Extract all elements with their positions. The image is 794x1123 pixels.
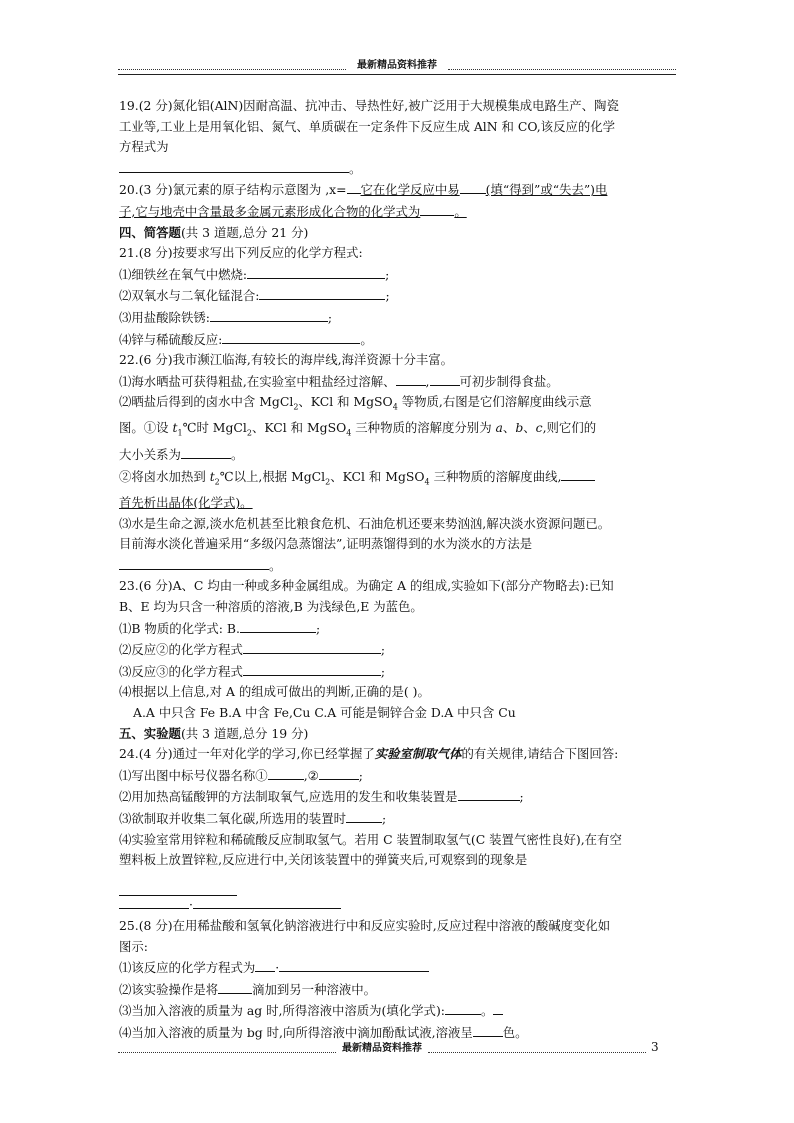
q25-line1: 25.(8 分)在用稀盐酸和氢氧化钠溶液进行中和反应实验时,反应过程中溶液的酸碱度变化如 — [119, 917, 611, 933]
q21-period: 。 — [360, 331, 373, 347]
q25-blank1a[interactable] — [255, 957, 275, 972]
q24-item2 — [119, 786, 679, 808]
q21-stem: 21.(8 分)按要求写出下列反应的化学方程式: — [119, 245, 363, 261]
header-rule — [118, 74, 676, 75]
q24-l1a: 24.(4 分)通过一年对化学的学习,你已经掌握了 — [119, 746, 375, 762]
q22-p6: 首先析出晶体(化学式)。 — [119, 495, 253, 511]
q23-blank2[interactable] — [243, 639, 381, 654]
q22-p3f: 、 — [502, 420, 516, 436]
q22-p3d: 三种物质的溶解度分别为 — [351, 420, 496, 436]
q23-item1 — [119, 618, 679, 640]
q22-p3c: 、KCl 和 MgSO — [251, 420, 347, 436]
q21-semi3: ; — [327, 309, 333, 325]
q23-line1: 23.(6 分)A、C 均由一种或多种金属组成。为确定 A 的组成,实验如下(部分产物略去):已知 — [119, 578, 614, 594]
q22-p5b: ℃以上,根据 MgCl — [219, 469, 326, 485]
q25-i4a: ⑷当加入溶液的质量为 bg 时,向所得溶液中滴加酚酞试液,溶液呈 — [119, 1024, 473, 1040]
q24-blank3[interactable] — [458, 786, 520, 801]
q24-semi1: ; — [358, 767, 363, 783]
q25-item1 — [119, 957, 679, 979]
q21-blank4[interactable] — [222, 329, 360, 344]
q25-i3a: ⑶当加入溶液的质量为 ag 时,所得溶液中溶质为(填化学式): — [119, 1003, 445, 1019]
q25-blank4[interactable] — [473, 1022, 503, 1037]
q21-item2 — [119, 285, 679, 307]
section-4-note: (共 3 道题,总分 21 分) — [180, 224, 309, 240]
q22-p4-period: 。 — [230, 447, 244, 463]
q23-line2: B、E 均为只含一种溶质的溶液,B 为浅绿色,E 为蓝色。 — [119, 599, 423, 615]
q23-semi1: ; — [315, 620, 321, 636]
q19-answer-line — [119, 158, 679, 180]
q25-blank3b[interactable] — [493, 1000, 503, 1015]
q22-p3b: ℃时 MgCl — [182, 420, 247, 436]
q22-p3a: 图。①设 — [119, 420, 173, 436]
q25-line2: 图示: — [119, 938, 148, 954]
q24-item4b: 塑料板上放置锌粒,反应进行中,关闭该装置中的弹簧夹后,可观察到的现象是 — [119, 852, 528, 868]
q24-line1 — [119, 744, 679, 765]
q22-blank-step2[interactable] — [430, 371, 460, 386]
q21-item3-text: ⑶用盐酸除铁锈: — [119, 309, 210, 325]
q21-semi1: ; — [385, 266, 390, 282]
q20-line2-text: 子,它与地壳中含量最多金属元素形成化合物的化学式为 — [119, 203, 421, 219]
q21-blank1[interactable] — [247, 264, 385, 279]
q24-semi2: ; — [519, 789, 524, 805]
page-content — [119, 96, 679, 1044]
q23-options[interactable]: A.A 中只含 Fe B.A 中含 Fe,Cu C.A 可能是铜锌合金 D.A 中只含 Cu — [133, 705, 516, 721]
q25-blank1b[interactable] — [279, 957, 429, 972]
q22-blank-step1[interactable] — [396, 371, 426, 386]
q24-blank4[interactable] — [346, 808, 382, 823]
q25-i2b: 滴加到另一种溶液中。 — [252, 981, 377, 997]
q24-item3 — [119, 808, 679, 830]
q22-comma: , — [425, 373, 430, 389]
q24-item4a: ⑷实验室常用锌粒和稀硫酸反应制取氢气。若用 C 装置制取氢气(C 装置气密性良好),在有空 — [119, 831, 622, 847]
q22-part3 — [119, 418, 679, 444]
section-4-title — [119, 223, 679, 244]
q23-item2 — [119, 639, 679, 661]
q25-item2 — [119, 979, 679, 1001]
q25-i1: ⑴该反应的化学方程式为 — [119, 960, 256, 976]
q25-i2a: ⑵该实验操作是将 — [119, 981, 219, 997]
q24-l1c: 的有关规律,请结合下图回答: — [461, 746, 619, 762]
q24-i3: ⑶欲制取并收集二氧化碳,所选用的装置时 — [119, 811, 346, 826]
q23-item4: ⑷根据以上信息,对 A 的组成可做出的判断,正确的是( )。 — [119, 684, 430, 700]
q25-i4b: 色。 — [502, 1024, 528, 1040]
q23-semi2: ; — [380, 642, 386, 658]
q22-p5a: ②将卤水加热到 — [119, 469, 210, 485]
q22-p5c: 、KCl 和 MgSO — [330, 469, 425, 485]
q22-p2b: 、KCl 和 MgSO — [298, 394, 393, 410]
q25-blank3[interactable] — [445, 1000, 481, 1015]
q21-item2-text: ⑵双氧水与二氧化锰混合: — [119, 288, 260, 304]
q20-blank-gain[interactable] — [460, 179, 486, 194]
q20-part-a: 20.(3 分)氯元素的原子结构示意图为 ,x= — [119, 182, 347, 198]
q22-p5-sub2: 2 — [325, 477, 331, 487]
q19-blank[interactable] — [119, 158, 349, 173]
q21-item4-text: ⑷锌与稀硫酸反应: — [119, 331, 223, 347]
q20-part-c: (填“得到”或“失去”)电 — [485, 182, 608, 198]
q25-item4 — [119, 1022, 679, 1044]
q22-var-c: c — [535, 420, 543, 436]
q20-blank-formula[interactable] — [420, 201, 454, 216]
q22-t2: t — [209, 469, 215, 485]
q23-item1-text: ⑴B 物质的化学式: B. — [119, 620, 240, 636]
q22-part1-text: ⑴海水晒盐可获得粗盐,在实验室中粗盐经过溶解、 — [119, 373, 396, 389]
q20-line2 — [119, 201, 679, 223]
q24-item1 — [119, 765, 679, 787]
q24-semi3: ; — [381, 811, 387, 826]
q22-p9-period: 。 — [269, 557, 282, 573]
q23-semi3: ; — [380, 663, 386, 679]
q19-line1: 19.(2 分)氮化铝(AlN)因耐高温、抗冲击、导热性好,被广泛用于大规模集成电路生产、陶瓷 — [119, 98, 619, 113]
header-dots-left — [118, 69, 346, 70]
q21-item4 — [119, 329, 679, 351]
section-5-note: (共 3 道题,总分 19 分) — [180, 725, 309, 741]
header-dots-right — [448, 69, 676, 70]
q24-l1b: 实验室制取气体 — [374, 746, 462, 762]
q22-p3j: ,则它们的 — [542, 420, 597, 436]
q24-i2: ⑵用加热高锰酸钾的方法制取氧气,应选用的发生和收集装置是 — [119, 789, 458, 805]
section-4-label: 四、简答题 — [119, 224, 181, 240]
footer-text: 最新精品资料推荐 — [342, 1043, 422, 1054]
q23-item3-text: ⑶反应③的化学方程式 — [119, 663, 243, 679]
q22-part1 — [119, 371, 679, 393]
q25-dot: · — [275, 960, 280, 976]
q24-blank1[interactable] — [268, 765, 304, 780]
q24-i1b: ,② — [303, 767, 319, 783]
page-header — [118, 59, 676, 73]
q23-item2-text: ⑵反应②的化学方程式 — [119, 642, 243, 658]
q22-stem: 22.(6 分)我市濒江临海,有较长的海岸线,海洋资源十分丰富。 — [119, 352, 454, 368]
footer-dots-left — [118, 1052, 336, 1053]
q22-t1: t — [172, 420, 178, 436]
q22-p2c: 等物质,右图是它们溶解度曲线示意 — [397, 394, 592, 410]
q22-p2-sub4: 4 — [392, 402, 398, 412]
q22-blank-crystal[interactable] — [561, 466, 595, 481]
q22-blank-method[interactable] — [119, 555, 269, 570]
q24-dot: · — [189, 897, 193, 913]
q22-t2-sub: 2 — [214, 477, 220, 487]
q22-part6 — [119, 493, 679, 514]
q24-blank7[interactable] — [193, 894, 341, 909]
q22-part1-end: 可初步制得食盐。 — [459, 373, 559, 389]
q22-p2-sub2: 2 — [293, 402, 299, 412]
q22-p5-sub4: 4 — [424, 477, 430, 487]
q23-blank1[interactable] — [240, 618, 316, 633]
page-number: 3 — [651, 1040, 659, 1054]
q24-answer-line2 — [119, 894, 679, 916]
q19-line3: 方程式为 — [119, 139, 169, 155]
q22-p3-sub4: 4 — [346, 428, 352, 438]
q24-i1a: ⑴写出图中标号仪器名称① — [119, 767, 268, 783]
q21-item3 — [119, 307, 679, 329]
q19-line2: 工业等,工业上是用氧化铝、氮气、单质碳在一定条件下反应生成 AlN 和 CO,该反应的化学 — [119, 118, 616, 134]
q23-blank3[interactable] — [243, 661, 381, 676]
q21-item1-text: ⑴细铁丝在氧气中燃烧: — [119, 266, 248, 282]
q22-p4: 大小关系为 — [119, 447, 181, 463]
q22-part7: ⑶水是生命之源,淡水危机甚至比粮食危机、石油危机还要来势汹汹,解决淡水资源问题已。 — [119, 515, 611, 531]
q21-blank3[interactable] — [210, 307, 328, 322]
footer-dots-right — [428, 1052, 646, 1053]
q19-end: 。 — [349, 160, 362, 176]
q22-p5d: 三种物质的溶解度曲线, — [429, 469, 562, 485]
section-5-label: 五、实验题 — [119, 725, 181, 741]
section-5-title — [119, 724, 679, 745]
q25-item3 — [119, 1000, 679, 1022]
q22-var-a: a — [495, 420, 503, 436]
q22-part5 — [119, 466, 679, 493]
q25-blank2[interactable] — [218, 979, 252, 994]
q24-blank6[interactable] — [119, 894, 189, 909]
q21-blank2[interactable] — [259, 285, 385, 300]
q21-item1 — [119, 264, 679, 286]
q20-line1 — [119, 179, 679, 201]
q23-item3 — [119, 661, 679, 683]
q22-part9 — [119, 555, 679, 577]
header-text: 最新精品资料推荐 — [357, 60, 437, 71]
q22-part4 — [119, 444, 679, 466]
q20-end: 。 — [454, 203, 467, 219]
q20-blank-x[interactable] — [347, 179, 361, 194]
q22-part2 — [119, 392, 679, 418]
q22-p2a: ⑵晒盐后得到的卤水中含 MgCl — [119, 394, 294, 410]
q22-t1-sub: 1 — [177, 428, 183, 438]
q22-var-b: b — [515, 420, 524, 436]
q24-spacer — [119, 871, 679, 881]
q22-p3-sub2: 2 — [246, 428, 252, 438]
q22-part8: 目前海水淡化普遍采用“多级闪急蒸馏法”,证明蒸馏得到的水为淡水的方法是 — [119, 536, 533, 552]
q20-part-b: 它在化学反应中易 — [360, 182, 460, 198]
q24-blank2[interactable] — [319, 765, 359, 780]
q25-period: 。 — [480, 1003, 494, 1019]
q22-p3h: 、 — [523, 420, 536, 436]
page-footer — [118, 1042, 646, 1056]
q22-blank-relation[interactable] — [181, 444, 231, 459]
q21-semi2: ; — [385, 288, 390, 304]
